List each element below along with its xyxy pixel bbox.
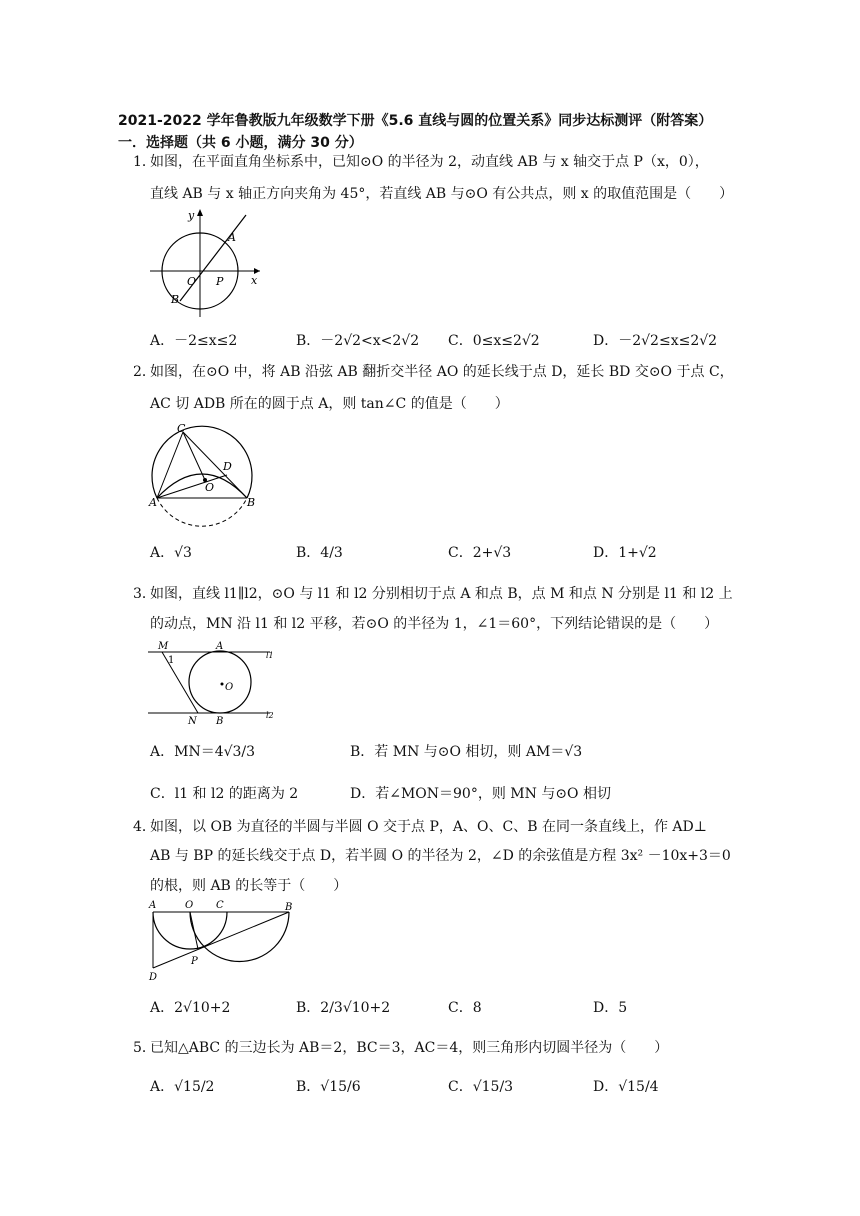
question-3-option-c[interactable]: C．l1 和 l2 的距离为 2	[150, 786, 299, 802]
question-4-line-1: 如图，以 OB 为直径的半圆与半圆 O 交于点 P，A、O、C、B 在同一条直线上，作 AD⊥	[150, 819, 707, 835]
question-4-line-3: 的根，则 AB 的长等于（ ）	[150, 878, 348, 894]
label-a: A	[149, 496, 157, 509]
semicircle-ob	[190, 912, 289, 962]
label-p: P	[216, 275, 224, 288]
label-x: x	[251, 274, 258, 287]
question-1-option-b[interactable]: B．－2√2<x<2√2	[296, 333, 420, 349]
document-title: 2021-2022 学年鲁教版九年级数学下册《5.6 直线与圆的位置关系》同步达标测评（附答案）	[118, 113, 713, 129]
label-o: O	[185, 900, 194, 911]
label-l1: l1	[266, 651, 274, 660]
question-2-option-a[interactable]: A．√3	[150, 545, 192, 561]
question-5-number: 5．	[133, 1040, 156, 1056]
question-2-option-b[interactable]: B．4/3	[296, 545, 343, 561]
question-4-option-c[interactable]: C．8	[448, 1000, 482, 1016]
question-4-option-d[interactable]: D．5	[593, 1000, 628, 1016]
question-1-option-d[interactable]: D．－2√2≤x≤2√2	[593, 333, 718, 349]
label-d: D	[223, 460, 232, 473]
question-2-line-2: AC 切 ADB 所在的圆于点 A，则 tan∠C 的值是（ ）	[150, 396, 509, 412]
label-o: O	[205, 481, 215, 494]
question-2-number: 2．	[133, 364, 156, 380]
label-b: B	[285, 902, 293, 913]
label-p: P	[191, 956, 198, 967]
label-b: B	[247, 496, 256, 509]
segment-co	[183, 432, 205, 480]
label-a: A	[228, 231, 236, 244]
question-1-line-1: 如图，在平面直角坐标系中，已知⊙O 的半径为 2，动直线 AB 与 x 轴交于点 P（x，0），	[150, 154, 709, 170]
question-2-figure	[147, 420, 262, 530]
point-o	[221, 683, 224, 686]
question-3-option-a[interactable]: A．MN＝4√3/3	[150, 744, 256, 760]
y-axis-arrow	[197, 209, 203, 216]
question-1-line-2: 直线 AB 与 x 轴正方向夹角为 45°，若直线 AB 与⊙O 有公共点，则 x 的取值范围是（ ）	[150, 186, 734, 202]
segment-db	[153, 912, 289, 968]
question-2-option-c[interactable]: C．2+√3	[448, 545, 512, 561]
question-2-option-d[interactable]: D．1+√2	[593, 545, 657, 561]
question-3-line-1: 如图，直线 l1∥l2，⊙O 与 l1 和 l2 分别相切于点 A 和点 B，点 M 和点 N 分别是 l1 和 l2 上	[150, 586, 733, 602]
label-angle-1: 1	[168, 655, 175, 666]
question-5-option-c[interactable]: C．√15/3	[448, 1079, 514, 1095]
label-a: A	[216, 641, 224, 652]
question-4-line-2: AB 与 BP 的延长线交于点 D，若半圆 O 的半径为 2，∠D 的余弦值是方程 3x² －10x+3＝0	[150, 848, 731, 864]
folded-arc	[157, 474, 247, 498]
question-4-figure	[145, 898, 295, 983]
label-b: B	[171, 293, 180, 306]
question-3-figure	[148, 640, 278, 725]
label-o: O	[225, 682, 234, 693]
label-b: B	[216, 716, 224, 725]
segment-cb	[183, 432, 247, 498]
label-y: y	[188, 209, 195, 222]
question-1-figure	[140, 205, 265, 320]
label-l2: l2	[266, 711, 274, 720]
question-5-option-b[interactable]: B．√15/6	[296, 1079, 361, 1095]
question-1-number: 1．	[133, 154, 156, 170]
circle-o	[189, 651, 251, 713]
label-n: N	[188, 716, 197, 725]
label-d: D	[149, 972, 158, 983]
question-1-option-a[interactable]: A．－2≤x≤2	[150, 333, 238, 349]
label-m: M	[158, 641, 169, 652]
question-4-option-b[interactable]: B．2/3√10+2	[296, 1000, 391, 1016]
question-5-option-d[interactable]: D．√15/4	[593, 1079, 659, 1095]
circle-o-dashed-arc	[157, 498, 247, 526]
segment-ad	[157, 475, 227, 498]
label-a: A	[149, 900, 157, 911]
label-c: C	[216, 900, 224, 911]
question-2-line-1: 如图，在⊙O 中，将 AB 沿弦 AB 翻折交半径 AO 的延长线于点 D，延长 BD 交⊙O 于点 C，	[150, 364, 734, 380]
section-heading: 一．选择题（共 6 小题，满分 30 分）	[118, 135, 363, 151]
label-o: O	[187, 275, 197, 288]
label-c: C	[177, 422, 186, 435]
segment-ac	[157, 432, 183, 498]
question-4-option-a[interactable]: A．2√10+2	[150, 1000, 231, 1016]
question-3-line-2: 的动点，MN 沿 l1 和 l2 平移，若⊙O 的半径为 1，∠1＝60°，下列结论错误的是（ ）	[150, 616, 719, 632]
question-4-number: 4．	[133, 819, 156, 835]
question-5-line-1: 已知△ABC 的三边长为 AB＝2，BC＝3，AC＝4，则三角形内切圆半径为（ ）	[150, 1040, 669, 1056]
question-5-option-a[interactable]: A．√15/2	[150, 1079, 215, 1095]
question-3-option-b[interactable]: B．若 MN 与⊙O 相切，则 AM＝√3	[350, 744, 583, 760]
segment-op	[190, 912, 198, 949]
question-3-option-d[interactable]: D．若∠MON＝90°，则 MN 与⊙O 相切	[350, 786, 611, 802]
question-1-option-c[interactable]: C．0≤x≤2√2	[448, 333, 540, 349]
question-3-number: 3．	[133, 586, 156, 602]
